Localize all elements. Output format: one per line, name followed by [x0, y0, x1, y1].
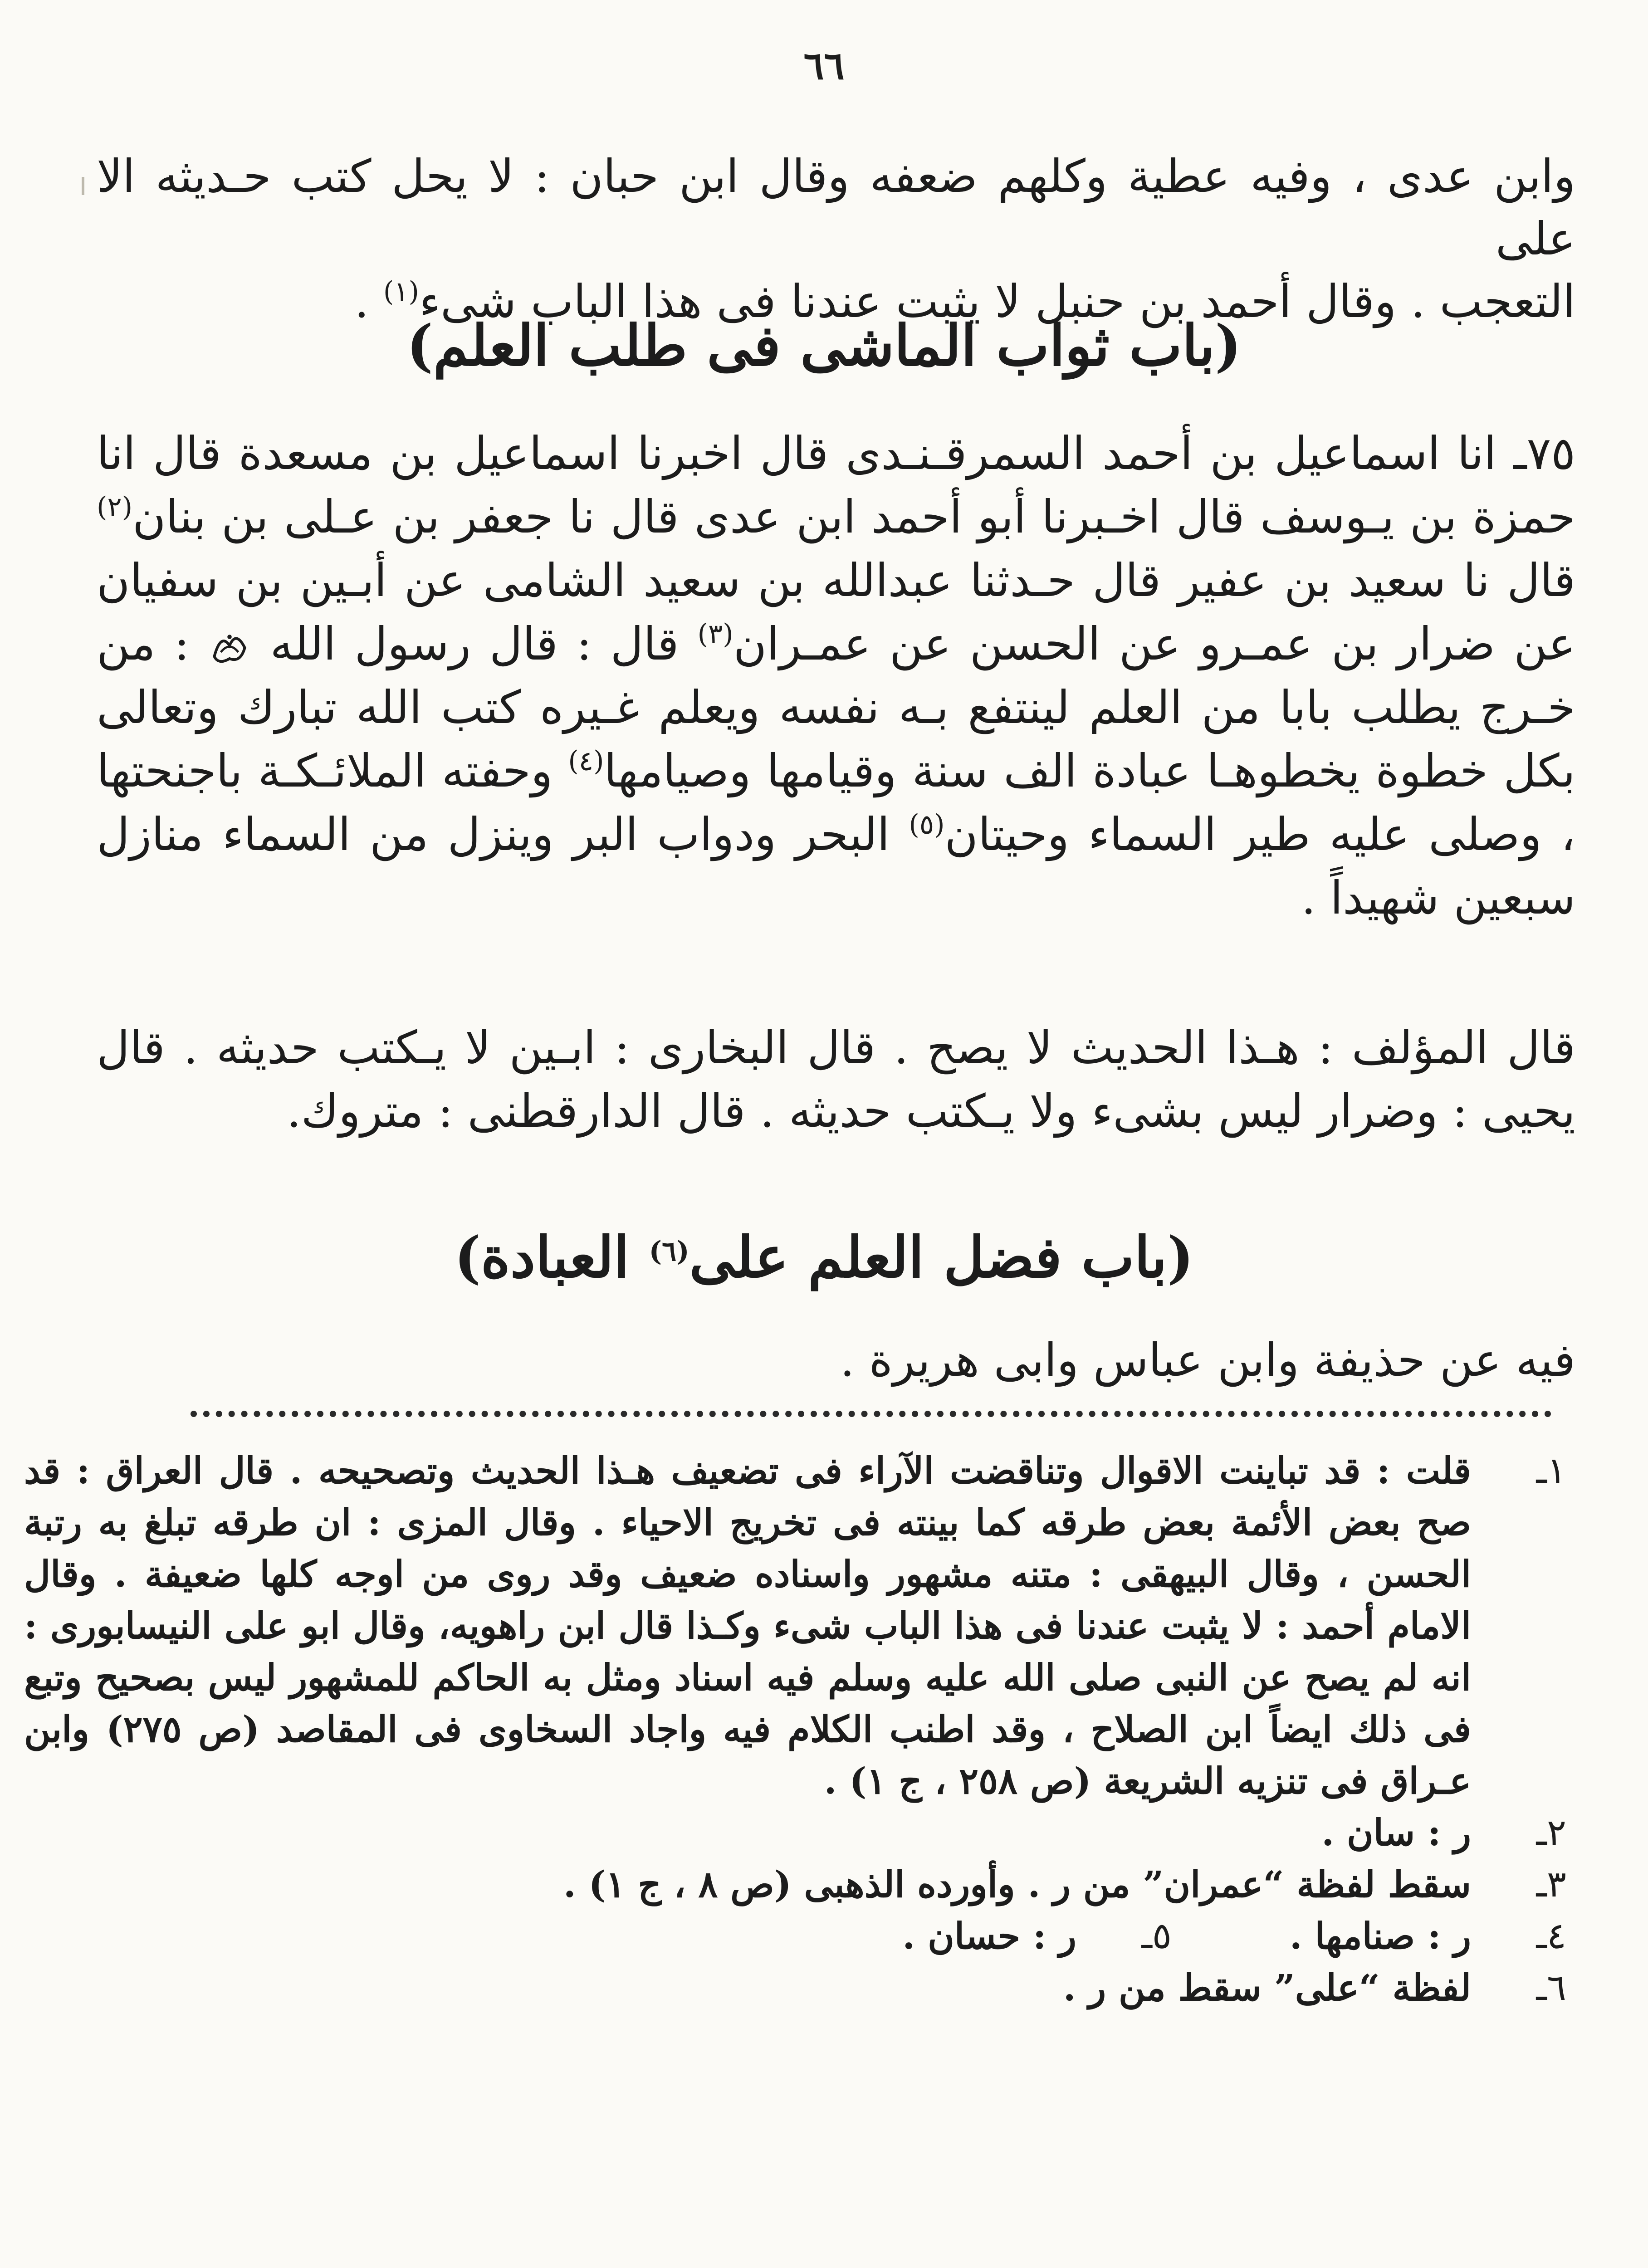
section-2-paragraph	[97, 1329, 1575, 1392]
footnote-ref-4: (٤)	[568, 745, 604, 777]
footnote-ref-1: (١)	[383, 276, 419, 308]
footnote-5-text: ر : حسان .	[902, 1915, 1076, 1957]
footnote-5-number: ٥ـ	[1141, 1915, 1172, 1957]
footnote-1-number: ١ـ	[1536, 1449, 1566, 1491]
footnote-2-number: ٢ـ	[1536, 1811, 1566, 1853]
hadith-75-text	[97, 422, 1575, 930]
footnote-6-text: لفظة “على” سقط من ر .	[1063, 1966, 1471, 2009]
footnote-6	[24, 1962, 1566, 2014]
heading-2-part-1: (باب فضل العلم على	[689, 1225, 1194, 1290]
hadith-75-chain-part-1: ٧٥ـ انا اسماعيل بن أحمد السمرقـنـدى قال اخبرنا اسماعيل بن مسعدة قال انا حمزة بن يـوسف قال اخـبرنا أبو أحمد ابن عدى قال نا جعفر بن عـلى بن بنان	[97, 427, 1575, 543]
author-note-text: قال المؤلف : هـذا الحديث لا يصح . قال البخارى : ابـين لا يـكتب حديثه . قال يحيى : وضرار ليس بشىء ولا يـكتب حديثه . قال الدارقطنى : متروك.	[97, 1021, 1575, 1138]
hadith-75-matn-part-1: : من خـرج يطلب بابا من العلم لينتفع بـه نفسه ويعلم غـيره كتب الله تبارك وتعالى بكل خطوة يخطوهـا عبادة الف سنة وقيامها وصيامها	[97, 617, 1576, 797]
author-note-paragraph	[97, 1016, 1575, 1143]
footnote-5	[902, 1910, 1172, 1962]
hadith-75-matn-part-2: وحفته الملائـكـة باجنحتها ، وصلى عليه طير السماء وحيتان	[97, 744, 1575, 861]
section-heading-walker: (باب ثواب الماشى فى طلب العلم)	[406, 313, 1242, 379]
salawat-seal-icon	[208, 626, 251, 670]
footnote-divider	[191, 1411, 1551, 1417]
section-heading-virtue	[0, 1225, 1648, 1290]
footnotes	[24, 1445, 1566, 2014]
footnote-1-text: قلت : قد تباينت الاقوال وتناقضت الآراء فى تضعيف هـذا الحديث وتصحيحه . قال العراق : قد صح بعض الأئمة بعض طرقه كما بينته فى تخريج الاحياء . وقال المزى : ان طرقه تبلغ به رتبة الحسن ، وقال البيهقى : متنه مشهور واسناده ضعيف وقد روى من اوجه كلها ضعيفة . وقال الامام أحمد : لا يثبت عندنا فى هذا الباب شىء وكـذا قال ابن راهويه، وقال ابو على النيسابورى : انه لم يصح عن النبى صلى الله عليه وسلم فيه اسناد ومثل به الحاكم للمشهور ليس بصحيح وتبع فى ذلك ايضاً ابن الصلاح ، وقد اطنب الكلام فيه واجاد السخاوى فى المقاصد (ص ٢٧٥) وابن عـراق فى تنزيه الشريعة (ص ٢٥٨ ، ج ١) .	[24, 1449, 1472, 1802]
footnote-ref-6: (٦)	[649, 1236, 690, 1267]
section-2-text: فيه عن حذيفة وابن عباس وابى هريرة .	[840, 1334, 1575, 1387]
footnote-ref-3: (٣)	[697, 618, 734, 650]
intro-line-1: وابن عدى ، وفيه عطية وكلهم ضعفه وقال ابن حبان : لا يحل كتب حـديثه الا على	[97, 150, 1575, 265]
hadith-75-chain-part-2: قال نا سعيد بن عفير قال حـدثنا عبدالله بن سعيد الشامى عن أبـين بن سفيان عن ضرار بن عمـرو عن الحسن عن عمـران	[97, 554, 1576, 670]
page-number: ٦٦	[803, 43, 845, 88]
intro-line-2-text: التعجب . وقال أحمد بن حنبل لا يثبت عندنا فى هذا الباب شىء	[419, 275, 1575, 328]
intro-paragraph	[97, 145, 1575, 333]
footnote-4	[1290, 1910, 1566, 1962]
footnote-ref-5: (٥)	[909, 809, 945, 841]
footnote-4-number: ٤ـ	[1536, 1915, 1566, 1957]
footnote-ref-2: (٢)	[97, 491, 133, 523]
footnote-1	[24, 1445, 1566, 1807]
footnote-4-text: ر : صنامها .	[1289, 1915, 1471, 1957]
footnote-row-4-5	[24, 1910, 1566, 1962]
footnote-3	[24, 1858, 1566, 1910]
footnote-6-number: ٦ـ	[1536, 1966, 1566, 2009]
scan-edge-mark	[82, 177, 84, 195]
footnote-3-number: ٣ـ	[1536, 1863, 1566, 1905]
footnote-3-text: سقط لفظة “عمران” من ر . وأورده الذهبى (ص ٨ ، ج ١) .	[563, 1863, 1471, 1906]
heading-2-part-2: العبادة)	[454, 1225, 649, 1290]
hadith-75-matn-part-3: البحر ودواب البر وينزل من السماء منازل سبعين شهيداً .	[97, 808, 1575, 924]
intro-line-2-end: .	[354, 275, 383, 328]
hadith-75-chain-part-3: قال : قال رسول الله	[251, 617, 698, 670]
footnote-2	[24, 1807, 1566, 1858]
hadith-75-paragraph	[97, 422, 1575, 930]
footnote-2-text: ر : سان .	[1321, 1811, 1471, 1854]
